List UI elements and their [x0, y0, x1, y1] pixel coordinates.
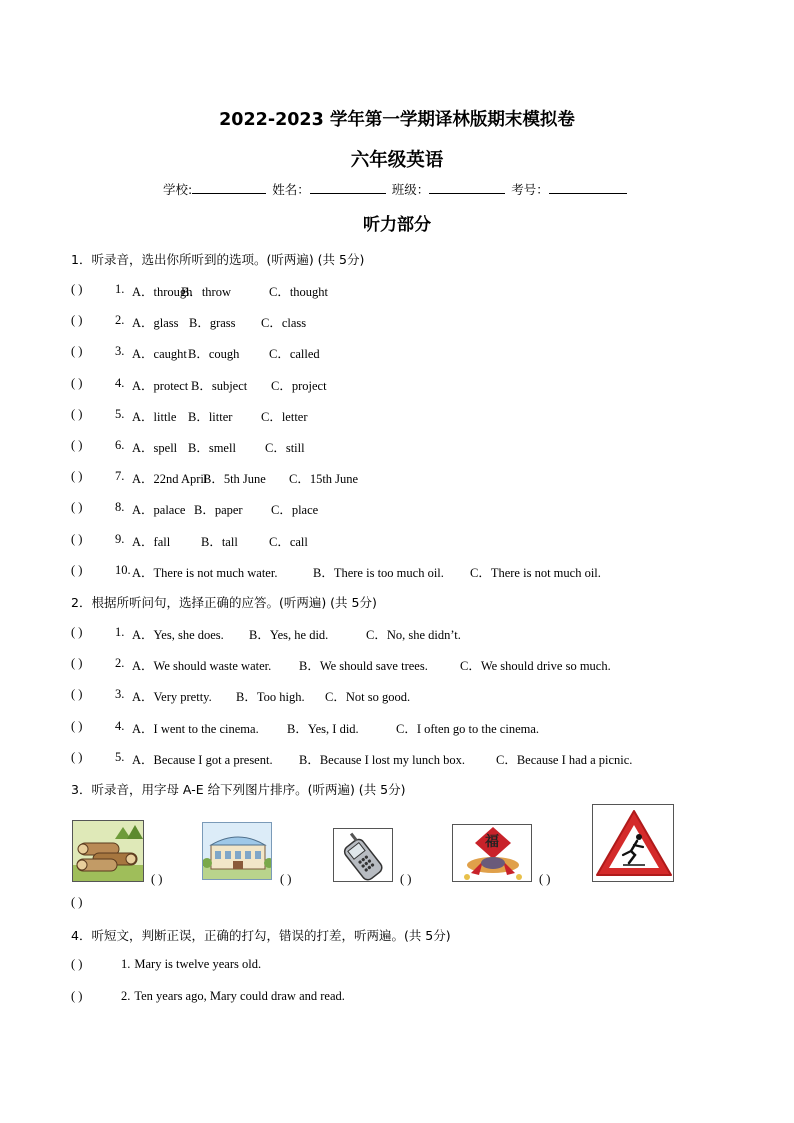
- question-number: 2.: [115, 313, 125, 328]
- option-c: C．15th June: [289, 472, 359, 487]
- option-b: B．smell: [188, 441, 236, 455]
- answer-paren[interactable]: ( ): [71, 438, 83, 452]
- warning-sign-icon: [593, 805, 674, 882]
- picture3-answer: ( ): [400, 872, 412, 886]
- question-row: [71, 687, 411, 705]
- question-number: 8.: [115, 500, 125, 515]
- option-b: B．subject: [191, 378, 248, 393]
- option-c: C．letter: [261, 409, 308, 424]
- answer-paren[interactable]: ( ): [71, 625, 83, 639]
- student-info-row: [163, 180, 629, 198]
- statement-text: Mary is twelve years old.: [134, 957, 262, 971]
- question-number: 3.: [115, 687, 125, 702]
- option-b: B．Too high.: [236, 690, 305, 705]
- name-label: 姓名：: [272, 182, 310, 197]
- option-b: B．Yes, he did.: [249, 628, 329, 642]
- answer-paren[interactable]: ( ): [71, 282, 83, 296]
- option-c: C．thought: [269, 285, 329, 299]
- question-number: 4.: [115, 718, 125, 733]
- question-row: [71, 718, 540, 736]
- answer-paren[interactable]: ( ): [71, 656, 83, 671]
- part2-heading: 2．根据所听问句，选择正确的应答。(听两遍) (共 5分): [71, 595, 377, 610]
- part1-heading: 1．听录音，选出你所听到的选项。(听两遍) (共 5分): [71, 252, 365, 267]
- picture5-answer: ( ): [71, 895, 83, 909]
- option-b: B．There is too much oil.: [313, 565, 444, 580]
- name-blank: [310, 181, 386, 194]
- listening-section-heading: 听力部分: [363, 215, 431, 235]
- fu-character: 福: [485, 834, 499, 850]
- option-a: A．protect: [132, 378, 189, 393]
- option-c: C．project: [271, 378, 327, 393]
- question-row: [71, 344, 320, 362]
- logs-icon: [73, 821, 144, 882]
- option-a: A．We should waste water.: [132, 659, 272, 674]
- question-row: [71, 438, 305, 455]
- option-c: C．No, she didn’t.: [366, 628, 461, 642]
- mobile-phone-picture: [333, 828, 393, 882]
- option-a: A．little: [132, 409, 177, 424]
- statement-number: 1.: [121, 957, 131, 971]
- answer-paren[interactable]: ( ): [71, 749, 83, 764]
- exam-subtitle: 六年级英语: [350, 150, 444, 171]
- option-a: A．through: [132, 285, 193, 299]
- option-c: C．There is not much oil.: [470, 565, 601, 580]
- question-number: 7.: [115, 469, 125, 484]
- question-number: 6.: [115, 438, 125, 452]
- answer-paren[interactable]: ( ): [71, 375, 83, 390]
- school-blank: [192, 181, 266, 194]
- part4-heading: 4．听短文，判断正误，正确的打勾，错误的打差，听两遍。(共 5分): [71, 928, 451, 943]
- option-b: B．5th June: [203, 472, 266, 487]
- answer-paren[interactable]: ( ): [71, 344, 83, 359]
- statement-row: [71, 957, 261, 972]
- phone-icon: [334, 829, 393, 882]
- class-label: 班级：: [391, 182, 430, 197]
- option-c: C．called: [269, 347, 320, 362]
- logs-picture: [72, 820, 144, 882]
- answer-paren[interactable]: ( ): [71, 531, 83, 546]
- answer-paren[interactable]: ( ): [71, 500, 83, 515]
- option-c: C．I often go to the cinema.: [396, 721, 540, 736]
- option-b: B．cough: [188, 347, 240, 362]
- question-number: 5.: [115, 749, 125, 764]
- option-b: B．grass: [189, 316, 236, 331]
- answer-paren[interactable]: ( ): [71, 406, 83, 421]
- question-number: 2.: [115, 656, 125, 671]
- option-a: A．fall: [132, 534, 171, 549]
- question-row: [71, 562, 601, 580]
- warning-sign-picture: [592, 804, 674, 882]
- question-number: 4.: [115, 375, 125, 390]
- option-c: C．still: [265, 441, 305, 455]
- option-c: C．class: [261, 316, 307, 331]
- answer-paren[interactable]: ( ): [71, 988, 83, 1003]
- building-icon: [203, 823, 272, 880]
- option-c: C．call: [269, 534, 308, 549]
- option-b: B．We should save trees.: [299, 659, 428, 674]
- question-number: 3.: [115, 344, 125, 359]
- answer-paren[interactable]: ( ): [71, 313, 83, 328]
- answer-paren[interactable]: ( ): [71, 469, 83, 484]
- answer-paren[interactable]: ( ): [71, 718, 83, 733]
- building-picture: [202, 822, 272, 880]
- option-a: A．Very pretty.: [132, 690, 212, 705]
- answer-paren[interactable]: ( ): [71, 562, 83, 577]
- fu-new-year-picture: [452, 824, 532, 882]
- question-row: [71, 500, 319, 518]
- option-c: C．place: [271, 503, 319, 518]
- question-row: [71, 375, 327, 393]
- option-b: B．litter: [188, 409, 233, 424]
- option-a: A．Because I got a present.: [132, 752, 273, 767]
- number-blank: [549, 181, 627, 194]
- picture4-answer: ( ): [539, 872, 551, 886]
- option-b: B．paper: [194, 503, 243, 518]
- question-row: [71, 625, 461, 642]
- question-row: [71, 282, 329, 299]
- option-a: A．There is not much water.: [132, 565, 278, 580]
- picture2-answer: ( ): [280, 872, 292, 886]
- exam-title: 2022-2023 学年第一学期译林版期末模拟卷: [219, 110, 575, 130]
- part3-heading: 3．听录音，用字母 A-E 给下列图片排序。(听两遍) (共 5分): [71, 782, 406, 797]
- option-b: B．Yes, I did.: [287, 721, 359, 736]
- option-b: B．tall: [201, 534, 238, 549]
- picture1-answer: ( ): [151, 872, 163, 886]
- option-a: A．22nd April: [132, 472, 208, 487]
- option-a: A．palace: [132, 503, 186, 518]
- option-b: B．Because I lost my lunch box.: [299, 752, 465, 767]
- option-b: B．throw: [181, 285, 232, 299]
- option-c: C．We should drive so much.: [460, 659, 611, 674]
- class-blank: [429, 181, 505, 194]
- option-a: A．spell: [132, 441, 178, 455]
- question-number: 5.: [115, 406, 125, 421]
- option-a: A．I went to the cinema.: [132, 721, 259, 736]
- answer-paren[interactable]: ( ): [71, 687, 83, 702]
- question-row: [71, 313, 307, 331]
- option-c: C．Because I had a picnic.: [496, 752, 633, 767]
- statement-text: Ten years ago, Mary could draw and read.: [134, 988, 345, 1003]
- number-label: 考号：: [511, 182, 549, 197]
- question-row: [71, 749, 633, 767]
- option-a: A．glass: [132, 316, 179, 331]
- question-number: 1.: [115, 282, 125, 296]
- question-number: 1.: [115, 625, 125, 639]
- statement-number: 2.: [121, 988, 131, 1003]
- question-row: [71, 656, 611, 674]
- question-number: 10.: [115, 562, 131, 577]
- question-number: 9.: [115, 531, 125, 546]
- statement-row: [71, 989, 345, 1004]
- option-a: A．Yes, she does.: [132, 628, 224, 642]
- question-row: [71, 469, 359, 487]
- question-row: [71, 406, 308, 424]
- question-row: [71, 531, 308, 549]
- option-a: A．caught: [132, 347, 187, 362]
- option-c: C．Not so good.: [325, 690, 411, 705]
- school-label: 学校:: [163, 182, 193, 197]
- answer-paren[interactable]: ( ): [71, 957, 83, 971]
